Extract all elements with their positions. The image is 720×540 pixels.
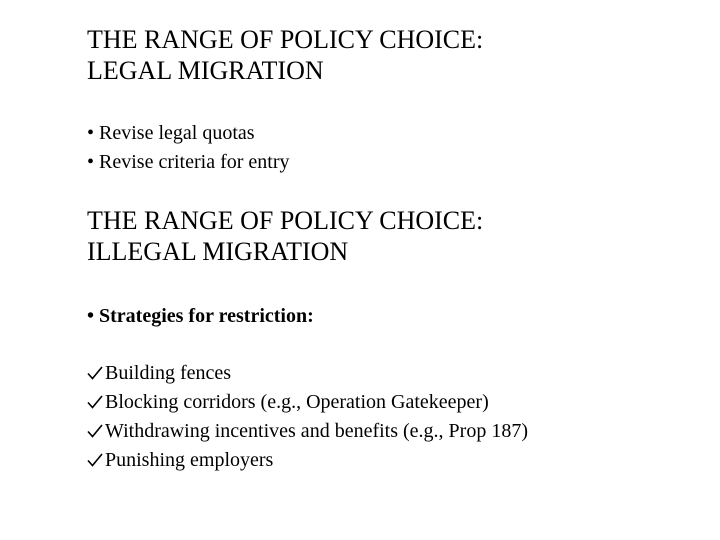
check-icon	[87, 424, 103, 438]
list-item	[87, 417, 528, 446]
list-item: • Revise legal quotas	[87, 119, 289, 148]
legal-options-list	[87, 119, 289, 177]
illegal-heading-line1: THE RANGE OF POLICY CHOICE:	[87, 206, 484, 235]
list-item	[87, 446, 528, 475]
legal-heading-line2: LEGAL MIGRATION	[87, 56, 324, 85]
list-item	[87, 359, 528, 388]
strategy-text: Building fences	[105, 362, 232, 384]
strategies-label: • Strategies for restriction:	[87, 302, 314, 331]
check-icon	[87, 395, 103, 409]
legal-heading-line1: THE RANGE OF POLICY CHOICE:	[87, 25, 484, 54]
check-icon	[87, 453, 103, 467]
strategy-text: Blocking corridors (e.g., Operation Gatekeeper)	[105, 391, 489, 413]
strategy-text: Punishing employers	[105, 449, 274, 471]
list-item	[87, 388, 528, 417]
strategy-text: Withdrawing incentives and benefits (e.g., Prop 187)	[105, 420, 528, 442]
strategies-list	[87, 359, 528, 475]
check-icon	[87, 366, 103, 380]
legal-migration-heading	[87, 24, 483, 86]
list-item: • Revise criteria for entry	[87, 148, 289, 177]
illegal-heading-line2: ILLEGAL MIGRATION	[87, 237, 349, 266]
illegal-migration-heading	[87, 205, 483, 267]
